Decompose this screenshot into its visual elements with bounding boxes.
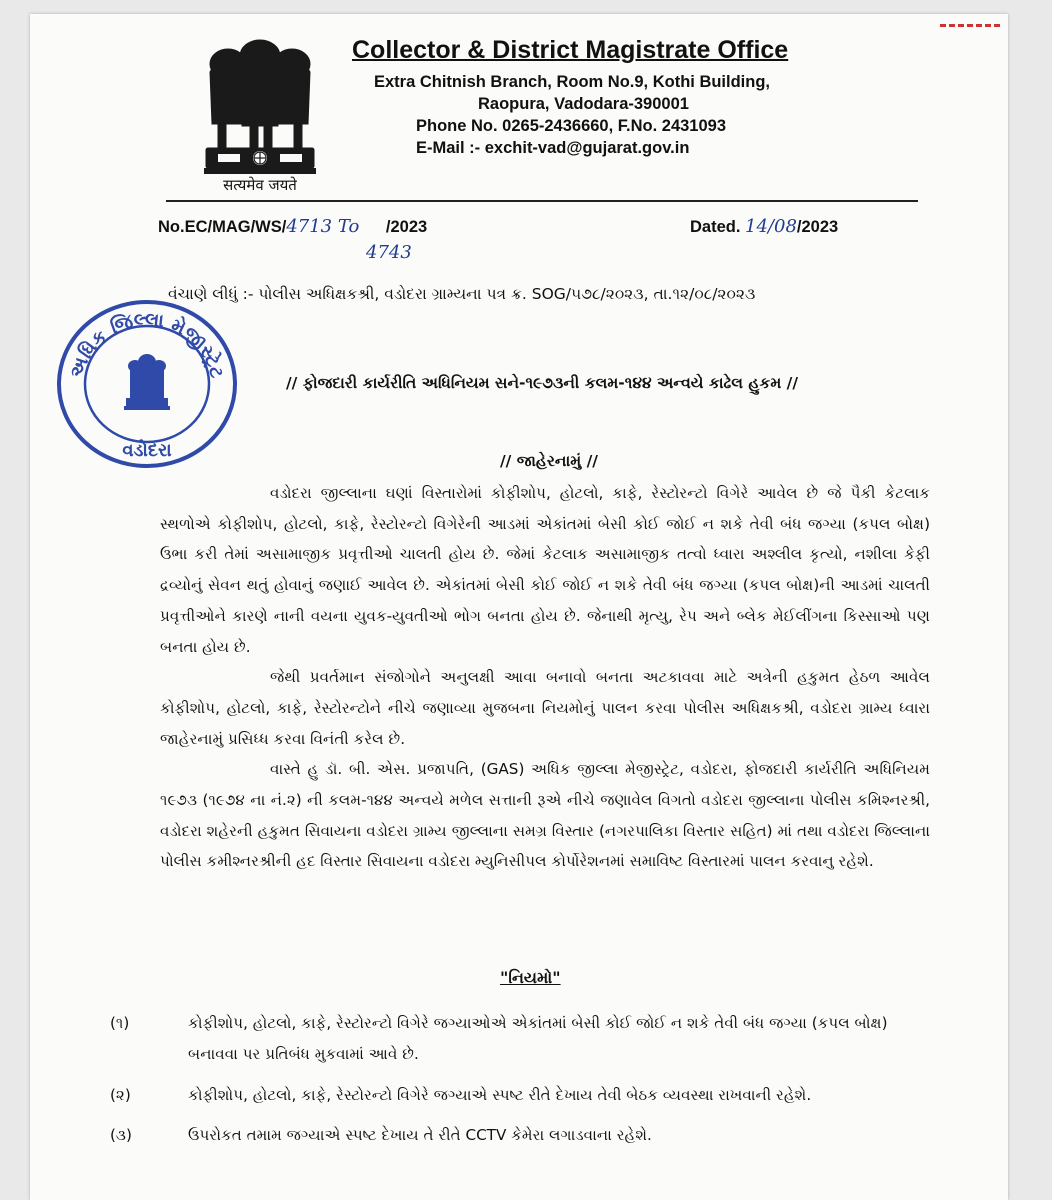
rule-number: (૨) [110,1086,131,1104]
office-title: Collector & District Magistrate Office [352,36,789,64]
email-line: E-Mail :- exchit-vad@gujarat.gov.in [416,139,690,157]
official-seal-icon [52,296,242,472]
paragraph-2: જેથી પ્રવર્તમાન સંજોગોને અનુલક્ષી આવા બનાવો બનતા અટકાવવા માટે અત્રેની હકુમત હેઠળ આવેલ કોફીશોપ, હોટલો, કાફે, રેસ્ટોરન્ટોને નીચે જણાવ્યા મુજબના નિયમોનું પાલન કરવા પોલીસ અધિક્ષકશ્રી, વડોદરા ગ્રામ્ય ધ્વારા જાહેરનામું પ્રસિધ્ધ કરવા વિનંતી કરેલ છે. [160,668,930,748]
reference-prefix: No.EC/MAG/WS/ [158,218,287,236]
paragraph-3: વાસ્તે હુ ડૉ. બી. એસ. પ્રજાપતિ, (GAS) અધિક જીલ્લા મેજીસ્ટ્રેટ, વડોદરા, ફોજદારી કાર્યરીતિ અધિનિયમ ૧૯૭૩ (૧૯૭૪ ના નં.૨) ની કલમ-૧૪૪ અન્વયે મળેલ સત્તાની રૂએ નીચે જણાવેલ વિગતો વડોદરા જીલ્લાના પોલીસ કમિશ્નરશ્રી, વડોદરા શહેરની હકુમત સિવાયના વડોદરા ગ્રામ્ય જીલ્લાના સમગ્ર વિસ્તાર (નગરપાલિકા વિસ્તાર સહિત) માં તથા વડોદરા જિલ્લાના પોલીસ કમીશ્નરશ્રીની હદ વિસ્તાર સિવાયના વડોદરા મ્યુનિસીપલ કોર્પોરેશનમાં સમાવિષ્ટ વિસ્તારમાં પાલન કરવાનુ રહેશે. [160,760,930,871]
office-letterhead [352,36,912,159]
emblem-caption: सत्यमेव जयते [223,176,297,194]
reference-suffix: /2023 [385,218,428,236]
rule-number: (૧) [110,1014,130,1032]
corner-mark [940,24,1000,27]
rule-text: કોફીશોપ, હોટલો, કાફે, રેસ્ટોરન્ટો વિગેરે જગ્યાએ સ્પષ્ટ રીતે દેખાય તેવી બેઠક વ્યવસ્થા રાખવાની રહેશે. [188,1086,812,1104]
notice-body [160,478,930,877]
rule-item [110,1120,920,1151]
date-handwritten: 14/08 [745,216,797,237]
order-title: // ફોજદારી કાર્યરીતિ અધિનિયમ સને-૧૯૭૩ની કલમ-૧૪૪ અન્વયે કાઢેલ હુકમ // [286,374,799,392]
rule-text: કોફીશોપ, હોટલો, કાફે, રેસ્ટોરન્ટો વિગેરે જગ્યાઓએ એકાંતમાં બેસી કોઈ જોઈ ન શકે તેવી બંધ જગ્યા (કપલ બોક્ષ) બનાવવા પર પ્રતિબંધ મુકવામાં આવે છે. [188,1014,888,1063]
address-line-2: Raopura, Vadodara-390001 [478,95,689,113]
rules-title: "નિયમો" [500,968,561,987]
reference-handwritten-1: 4713 To [286,216,360,237]
header-divider [166,200,918,202]
date-year: /2023 [796,218,839,236]
notice-title: // જાહેરનામું // [500,452,598,470]
reference-handwritten-2: 4743 [366,242,412,263]
document-date [690,216,838,237]
rule-text: ઉપરોકત તમામ જગ્યાએ સ્પષ્ટ દેખાય તે રીતે CCTV કેમેરા લગાડવાના રહેશે. [188,1126,652,1144]
rule-item [110,1080,920,1111]
seal-ring-text: અધિક જિલ્લા મેજીસ્ટ્રેટ [65,308,229,381]
date-label: Dated. [690,218,741,236]
reference-number [158,216,427,237]
reference-line: વંચાણે લીધું :- પોલીસ અધિક્ષકશ્રી, વડોદરા ગ્રામ્યના પત્ર ક્ર. SOG/૫૭૮/૨૦૨૩, તા.૧૨/૦૮/૨૦૨૩ [168,285,756,303]
seal-bottom-text: વડોદરા [122,440,172,461]
rule-item [110,1008,920,1070]
phone-line: Phone No. 0265-2436660, F.No. 2431093 [416,117,727,135]
paragraph-1: વડોદરા જીલ્લાના ઘણાં વિસ્તારોમાં કોફીશોપ, હોટલો, કાફે, રેસ્ટોરન્ટો વિગેરે આવેલ છે જે પૈકી કેટલાક સ્થળોએ કોફીશોપ, હોટલો, કાફે, રેસ્ટોરન્ટો વિગેરેની આડમાં એકાંતમાં બેસી કોઈ જોઈ ન શકે તેવી બંધ જગ્યા (કપલ બોક્ષ) ઉભા કરી તેમાં અસામાજીક પ્રવૃત્તીઓ ચાલતી હોય છે. જેમાં કેટલાક અસામાજીક તત્વો ધ્વારા અશ્લીલ કૃત્યો, નશીલા કેફી દ્રવ્યોનું સેવન થતું હોવાનું જણાઈ આવેલ છે. એકાંતમાં બેસી કોઈ જોઈ ન શકે તેવી બંધ જગ્યા (કપલ બોક્ષ)ની આડમાં ચાલતી પ્રવૃત્તીઓને કારણે નાની વયના યુવક-યુવતીઓ ભોગ બનતા હોય છે. જેનાથી મૃત્યુ, રેપ અને બ્લેક મેઈલીંગના કિસ્સાઓ પણ બનતા હોય છે. [160,484,930,656]
rule-number: (૩) [110,1126,132,1144]
address-line-1: Extra Chitnish Branch, Room No.9, Kothi Building, [374,73,771,91]
